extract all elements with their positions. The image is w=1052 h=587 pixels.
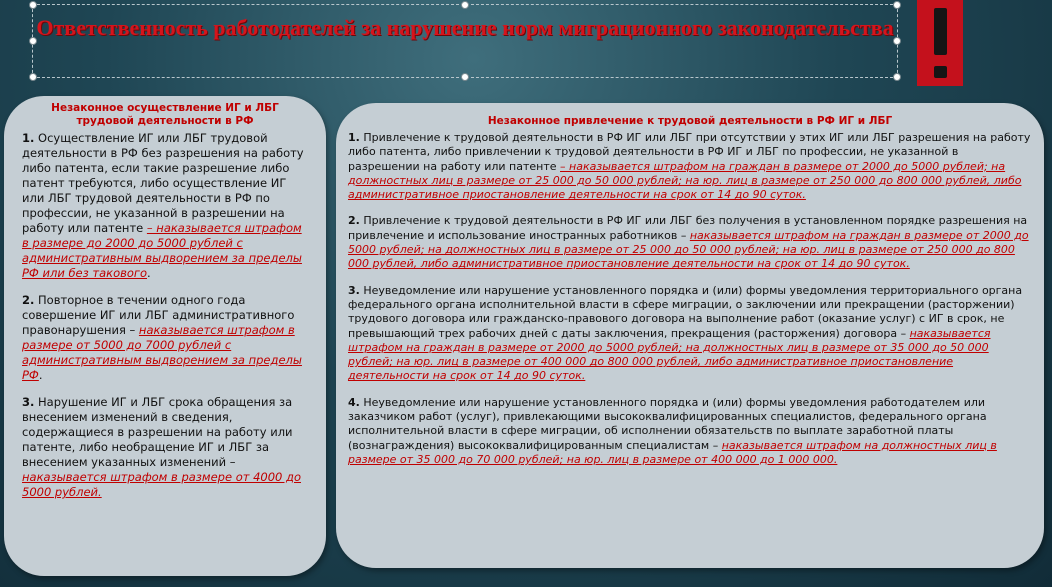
item-text: Нарушение ИГ и ЛБГ срока обращения за внесением изменений в сведения, содержащиеся в разрешении на работу или патенте, либо необращение ИГ и ЛБГ за внесением указанных изменений – [22, 395, 293, 469]
list-item [348, 284, 1032, 384]
penalty-text: наказывается штрафом на граждан в размере от 2000 до 5000 рублей; на должностных лиц в размере от 25 000 до 50 000 рублей; на юр. лиц в размере от 250 000 до 800 000 рублей, либо административное приостановление деятельности на срок от 14 до 90 суток. [348, 228, 1029, 271]
list-item [348, 396, 1032, 467]
resize-handle-top-center[interactable] [461, 1, 469, 9]
list-item [22, 395, 308, 500]
item-tail: . [38, 368, 43, 382]
slide-title: Ответственность работодателей за нарушение норм миграционного законодательства [36, 15, 894, 40]
title-placeholder[interactable] [32, 4, 898, 78]
item-number: 2. [348, 214, 360, 228]
right-panel [336, 103, 1044, 568]
item-number: 3. [348, 283, 360, 297]
item-text: Осуществление ИГ или ЛБГ трудовой деятельности в РФ без разрешения на работу либо патента, если такие разрешение либо патент требуются, либо осуществление ИГ или ЛБГ трудовой деятельности в РФ по профессии, не указанной в разрешении на работу или патенте [22, 131, 304, 235]
resize-handle-bottom-left[interactable] [29, 73, 37, 81]
left-panel-heading: Незаконное осуществление ИГ и ЛБГ трудовой деятельности в РФ [51, 102, 279, 127]
penalty-text: – наказывается штрафом в размере до 2000 до 5000 рублей с административным выдворением за пределы РФ или без такового [22, 221, 302, 280]
item-number: 4. [348, 395, 360, 409]
penalty-text: наказывается штрафом на граждан в размере от 2000 до 5000 рублей; на должностных лиц в размере от 35 000 до 50 000 рублей; на юр. лиц в размере от 400 000 до 800 000 рублей, либо административное приостановление деятельности на срок от 14 до 90 суток. [348, 326, 991, 383]
left-panel [4, 96, 326, 576]
resize-handle-bottom-center[interactable] [461, 73, 469, 81]
list-item [348, 131, 1032, 202]
penalty-text: наказывается штрафом в размере от 5000 до 7000 рублей с административным выдворением за пределы РФ [22, 323, 302, 382]
item-text: Неуведомление или нарушение установленного порядка и (или) формы уведомления работодателем или заказчиком работ (услуг), привлекающими высококвалифицированных специалистов, федерального органа исполнительной власти в сфере миграции, об исполнении обязательств по выплате заработной платы (вознаграждения) высококвалифицированным специалистам – [348, 395, 987, 452]
right-panel-heading: Незаконное привлечение к трудовой деятельности в РФ ИГ и ЛБГ [487, 115, 893, 127]
item-text: Повторное в течении одного года совершение ИГ или ЛБГ административного правонарушения – [22, 293, 295, 337]
list-item [22, 293, 308, 383]
item-text: Неуведомление или нарушение установленного порядка и (или) формы уведомления территориального органа федерального органа исполнительной власти в сфере миграции, о заключении или прекращении (расторжении) трудового договора или гражданско-правового договора на выполнение работ (оказание услуг) с ИГ в срок, не превышающий трех рабочих дней с даты заключения, прекращения (расторжения) договора – [348, 283, 1023, 340]
exclamation-icon [917, 0, 963, 86]
item-text: Привлечение к трудовой деятельности в РФ ИГ или ЛБГ без получения в установленном порядке разрешения на привлечение и использование иностранных работников – [348, 214, 1028, 242]
penalty-text: наказывается штрафом в размере от 4000 до 5000 рублей. [22, 470, 301, 499]
list-item [22, 131, 308, 281]
right-panel-body [348, 131, 1032, 467]
item-number: 3. [22, 395, 35, 409]
penalty-text: – наказывается штрафом на граждан в размере от 2000 до 5000 рублей; на должностных лиц в размере от 25 000 до 50 000 рублей; на юр. лиц в размере от 250 000 до 800 000 рублей, либо административное приостановление деятельности на срок от 14 до 90 суток. [348, 159, 1022, 202]
resize-handle-top-right[interactable] [893, 1, 901, 9]
left-panel-body [22, 131, 308, 500]
item-number: 2. [22, 293, 35, 307]
resize-handle-top-left[interactable] [29, 1, 37, 9]
exclamation-dot [934, 66, 947, 78]
penalty-text: наказывается штрафом на должностных лиц в размере от 35 000 до 70 000 рублей; на юр. лиц в размере от 400 000 до 1 000 000. [348, 438, 997, 466]
list-item [348, 214, 1032, 271]
item-number: 1. [22, 131, 35, 145]
item-number: 1. [348, 131, 360, 144]
resize-handle-bottom-right[interactable] [893, 73, 901, 81]
exclamation-bar [934, 8, 947, 55]
item-text: Привлечение к трудовой деятельности в РФ ИГ или ЛБГ при отсутствии у этих ИГ или ЛБГ разрешения на работу либо патента, либо привлечении к трудовой деятельности в РФ ИГ и ЛБГ по профессии, не указанной в разрешении на работу или патенте [348, 131, 1031, 173]
item-tail: . [147, 266, 151, 280]
